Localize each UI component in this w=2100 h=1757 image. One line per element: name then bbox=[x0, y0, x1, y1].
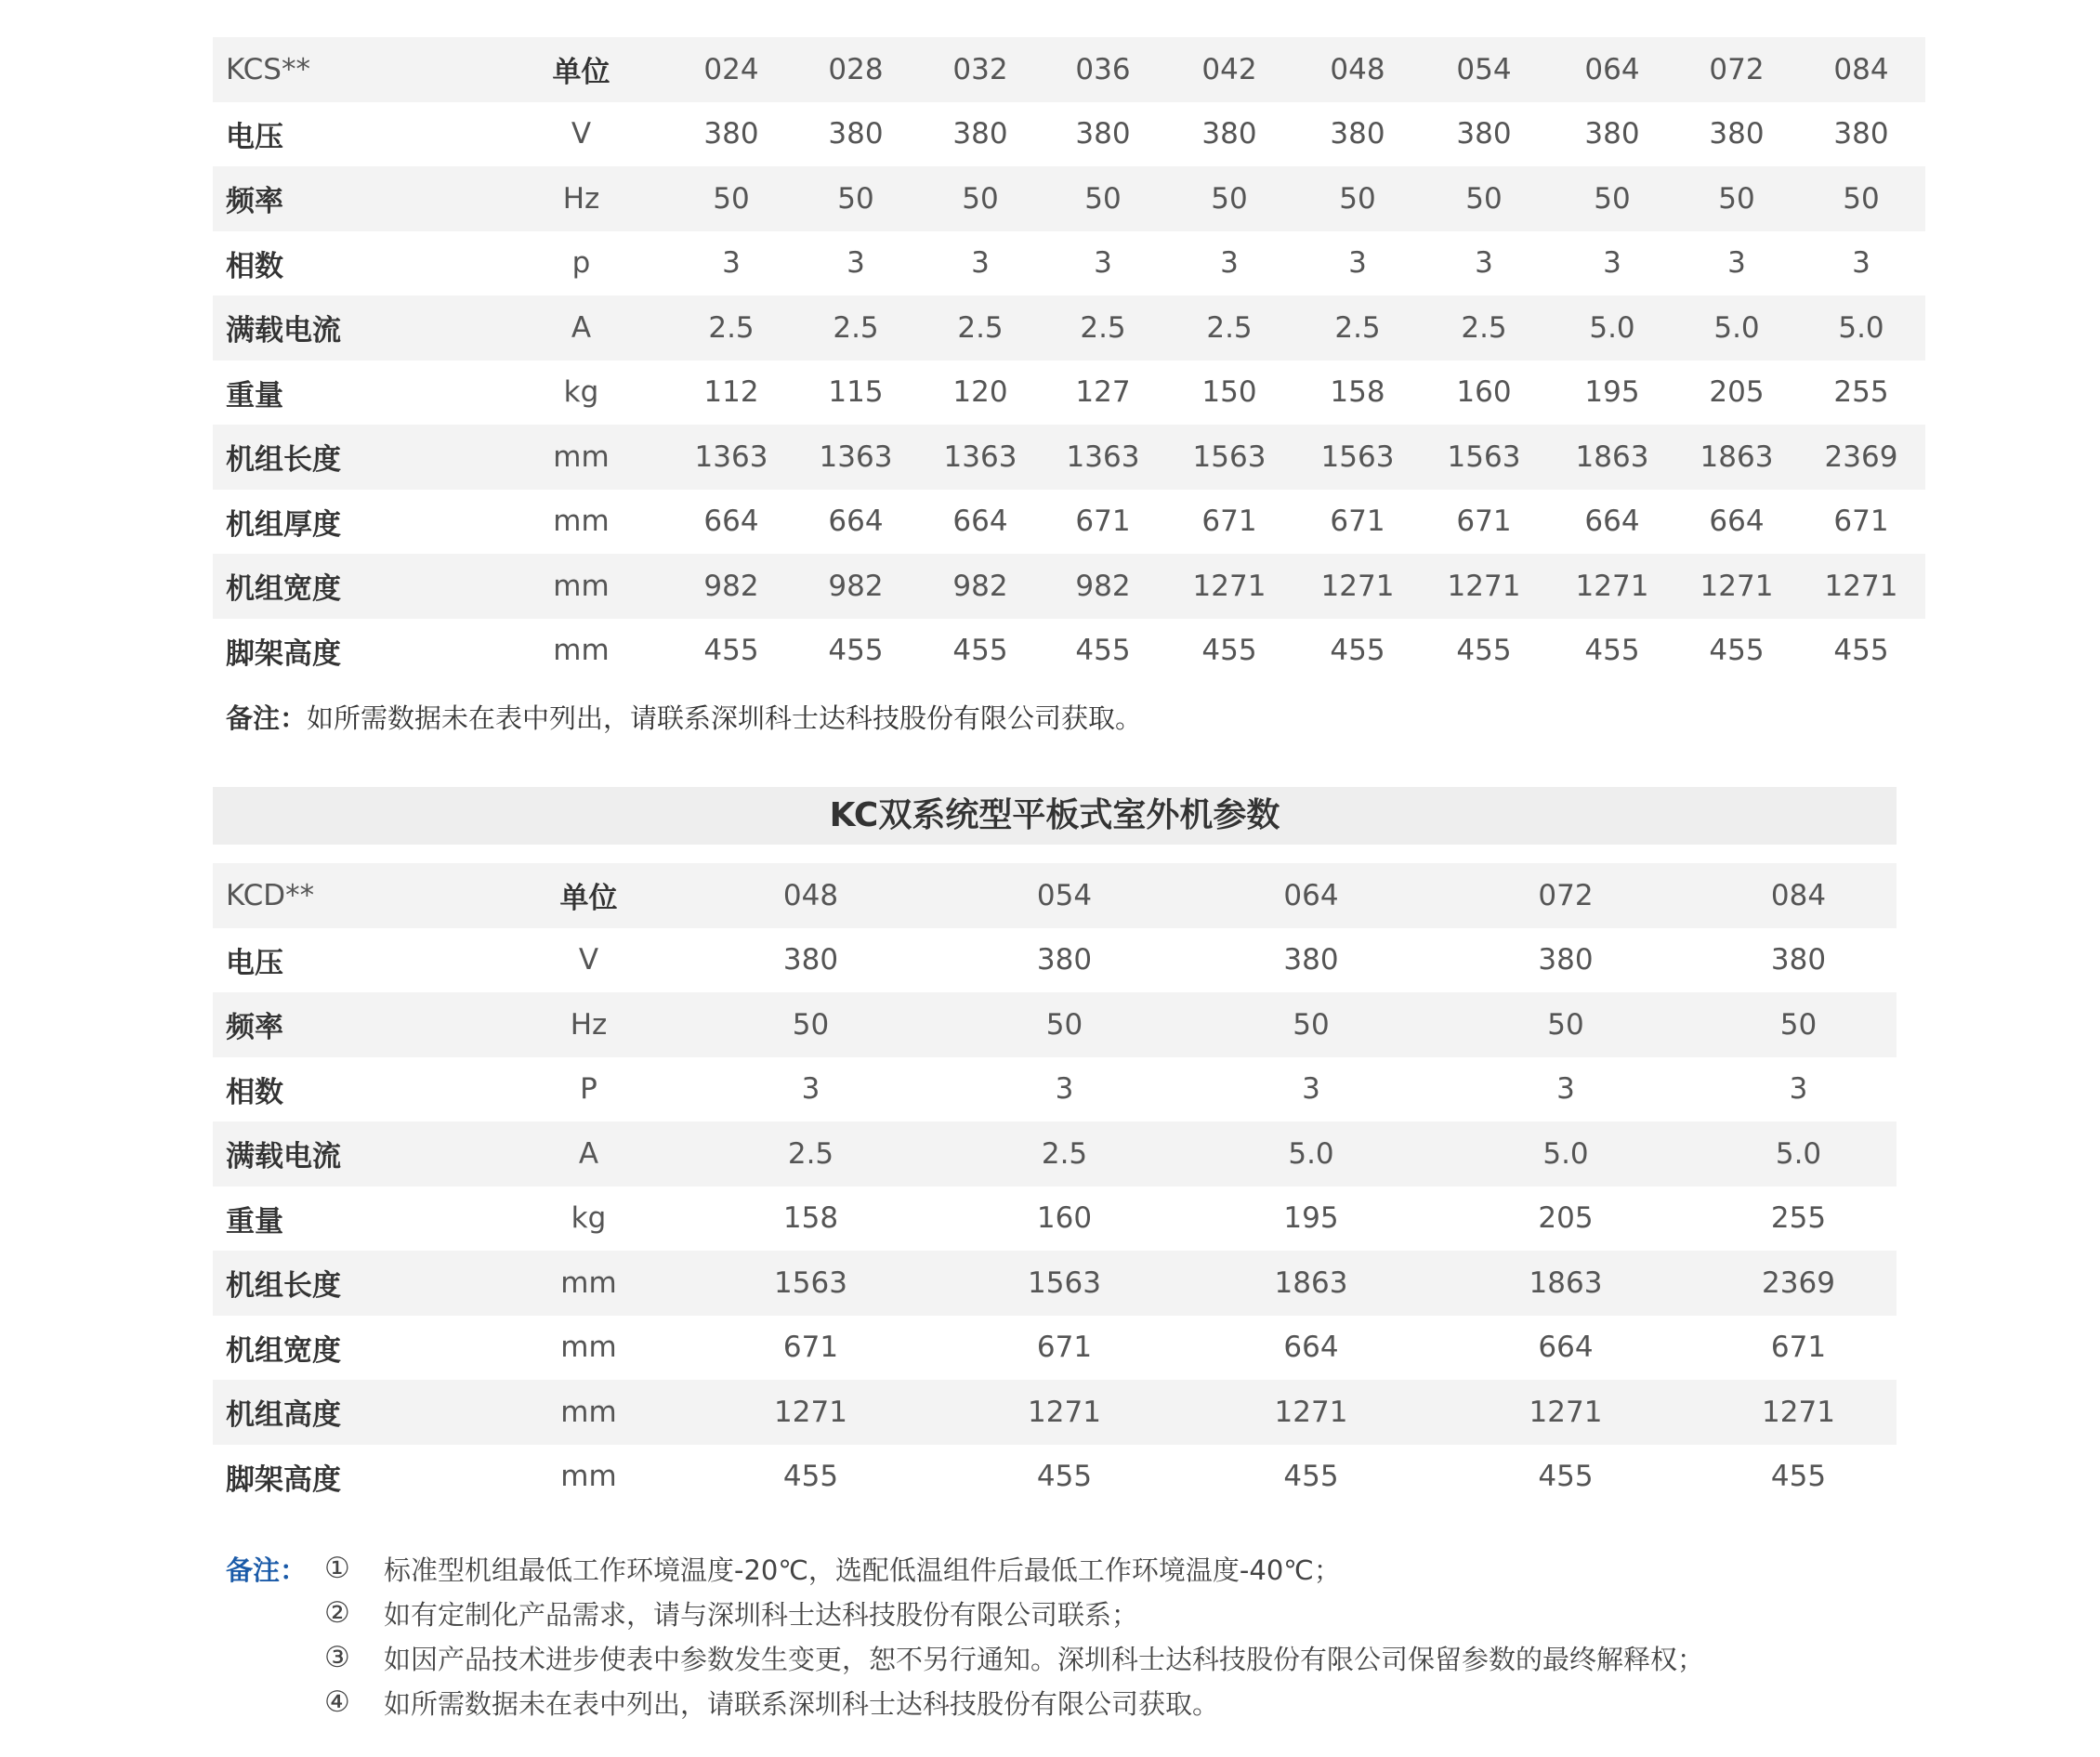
unit-cell: kg bbox=[563, 375, 599, 410]
value-cell: 3 bbox=[1055, 1072, 1074, 1107]
value-cell: 3 bbox=[1475, 246, 1493, 281]
value-cell: 664 bbox=[952, 505, 1008, 539]
footnote-number: ① bbox=[324, 1552, 350, 1585]
unit-cell: A bbox=[493, 1121, 684, 1187]
value-cell: 1271 bbox=[1431, 1380, 1700, 1445]
unit-cell: P bbox=[580, 1072, 597, 1107]
kcs-note-label: 备注： bbox=[226, 701, 308, 734]
value-cell: 1271 bbox=[1420, 554, 1548, 619]
value-cell: 158 bbox=[1330, 375, 1385, 410]
value-cell: 120 bbox=[952, 375, 1008, 410]
value-cell: 1271 bbox=[1548, 554, 1676, 619]
parameter-name: 相数 bbox=[226, 249, 283, 283]
kcs-note bbox=[213, 683, 1897, 750]
model-header: 084 bbox=[1700, 863, 1897, 928]
value-cell: 455 bbox=[1833, 634, 1889, 668]
value-cell: 455 bbox=[1456, 634, 1512, 668]
value-cell: 455 bbox=[952, 634, 1008, 668]
footnotes-label: 备注： bbox=[226, 1554, 308, 1586]
value-cell: 2369 bbox=[1797, 425, 1925, 490]
value-cell: 2.5 bbox=[1295, 295, 1420, 361]
footnotes bbox=[226, 1546, 1880, 1724]
value-cell: 112 bbox=[703, 375, 759, 410]
value-cell: 50 bbox=[938, 992, 1191, 1057]
model-header: 048 bbox=[1295, 37, 1420, 102]
parameter-name: 相数 bbox=[226, 1075, 283, 1109]
parameter-name: 机组厚度 bbox=[226, 507, 341, 542]
value-cell: 664 bbox=[1538, 1331, 1594, 1365]
model-series-label: KCD** bbox=[213, 863, 493, 928]
value-cell: 380 bbox=[703, 117, 759, 151]
unit-cell: mm bbox=[493, 425, 669, 490]
value-cell: 1363 bbox=[1043, 425, 1163, 490]
footnote-number: ② bbox=[324, 1596, 350, 1630]
value-cell: 982 bbox=[1043, 554, 1163, 619]
table-row bbox=[213, 166, 1925, 231]
parameter-name: 机组宽度 bbox=[213, 554, 493, 619]
model-header: 084 bbox=[1797, 37, 1925, 102]
unit-cell: mm bbox=[553, 634, 610, 668]
table-header-row bbox=[213, 863, 1897, 928]
value-cell: 3 bbox=[971, 246, 990, 281]
value-cell: 2.5 bbox=[918, 295, 1043, 361]
value-cell: 671 bbox=[1833, 505, 1889, 539]
value-cell: 1363 bbox=[918, 425, 1043, 490]
value-cell: 380 bbox=[782, 943, 839, 977]
value-cell: 380 bbox=[1584, 117, 1640, 151]
value-cell: 2.5 bbox=[684, 1121, 938, 1187]
unit-cell: mm bbox=[560, 1460, 617, 1494]
table-row bbox=[213, 928, 1897, 993]
footnote-row bbox=[226, 1546, 1880, 1591]
parameter-name: 电压 bbox=[226, 120, 283, 154]
parameter-name: 机组长度 bbox=[213, 425, 493, 490]
table-row bbox=[213, 295, 1925, 361]
value-cell: 205 bbox=[1538, 1201, 1594, 1236]
unit-cell: mm bbox=[493, 1380, 684, 1445]
value-cell: 982 bbox=[669, 554, 794, 619]
value-cell: 50 bbox=[1676, 166, 1797, 231]
unit-cell: mm bbox=[560, 1331, 617, 1365]
value-cell: 255 bbox=[1833, 375, 1889, 410]
model-header: 064 bbox=[1191, 863, 1431, 928]
unit-header: 单位 bbox=[493, 37, 669, 102]
value-cell: 380 bbox=[1201, 117, 1257, 151]
value-cell: 3 bbox=[1727, 246, 1746, 281]
table-row bbox=[213, 1445, 1897, 1510]
value-cell: 5.0 bbox=[1700, 1121, 1897, 1187]
value-cell: 127 bbox=[1075, 375, 1131, 410]
value-cell: 3 bbox=[1220, 246, 1239, 281]
parameter-name: 频率 bbox=[213, 166, 493, 231]
unit-cell: kg bbox=[571, 1201, 607, 1236]
footnote-text: 如因产品技术进步使表中参数发生变更，恕不另行通知。深圳科士达科技股份有限公司保留参数的最终解释权； bbox=[384, 1643, 1705, 1675]
value-cell: 50 bbox=[669, 166, 794, 231]
parameter-name: 脚架高度 bbox=[226, 1462, 341, 1497]
value-cell: 1363 bbox=[794, 425, 918, 490]
value-cell: 455 bbox=[828, 634, 884, 668]
value-cell: 2369 bbox=[1700, 1251, 1897, 1316]
value-cell: 255 bbox=[1770, 1201, 1827, 1236]
value-cell: 1563 bbox=[1163, 425, 1295, 490]
table-row bbox=[213, 1057, 1897, 1122]
table-row bbox=[213, 102, 1925, 167]
value-cell: 2.5 bbox=[669, 295, 794, 361]
model-header: 064 bbox=[1548, 37, 1676, 102]
value-cell: 455 bbox=[1075, 634, 1131, 668]
unit-cell: mm bbox=[493, 1251, 684, 1316]
model-header: 036 bbox=[1043, 37, 1163, 102]
footnote-row bbox=[226, 1591, 1880, 1635]
unit-cell: V bbox=[578, 943, 599, 977]
value-cell: 982 bbox=[794, 554, 918, 619]
value-cell: 380 bbox=[1456, 117, 1512, 151]
kcs-note-text: 如所需数据未在表中列出，请联系深圳科士达科技股份有限公司获取。 bbox=[307, 701, 1143, 734]
value-cell: 1363 bbox=[669, 425, 794, 490]
value-cell: 455 bbox=[703, 634, 759, 668]
value-cell: 160 bbox=[1456, 375, 1512, 410]
value-cell: 664 bbox=[1709, 505, 1765, 539]
table-row bbox=[213, 1316, 1897, 1381]
footnote-row bbox=[226, 1635, 1880, 1680]
value-cell: 455 bbox=[782, 1460, 839, 1494]
model-header: 024 bbox=[669, 37, 794, 102]
value-cell: 455 bbox=[1283, 1460, 1339, 1494]
footnote-row bbox=[226, 1680, 1880, 1724]
value-cell: 2.5 bbox=[938, 1121, 1191, 1187]
value-cell: 5.0 bbox=[1797, 295, 1925, 361]
footnote-number: ④ bbox=[324, 1685, 350, 1719]
parameter-name: 频率 bbox=[213, 992, 493, 1057]
parameter-name: 满载电流 bbox=[213, 295, 493, 361]
value-cell: 150 bbox=[1201, 375, 1257, 410]
value-cell: 2.5 bbox=[1163, 295, 1295, 361]
value-cell: 50 bbox=[918, 166, 1043, 231]
value-cell: 380 bbox=[1283, 943, 1339, 977]
value-cell: 160 bbox=[1036, 1201, 1093, 1236]
unit-cell: p bbox=[571, 246, 591, 281]
parameter-name: 重量 bbox=[226, 378, 283, 413]
model-header: 072 bbox=[1431, 863, 1700, 928]
value-cell: 50 bbox=[1700, 992, 1897, 1057]
value-cell: 380 bbox=[1075, 117, 1131, 151]
table-row bbox=[213, 1121, 1897, 1187]
value-cell: 455 bbox=[1036, 1460, 1093, 1494]
table-row bbox=[213, 992, 1897, 1057]
model-header: 048 bbox=[684, 863, 938, 928]
model-header: 042 bbox=[1163, 37, 1295, 102]
value-cell: 3 bbox=[722, 246, 741, 281]
model-header: 032 bbox=[918, 37, 1043, 102]
value-cell: 50 bbox=[1797, 166, 1925, 231]
value-cell: 3 bbox=[801, 1072, 820, 1107]
value-cell: 50 bbox=[684, 992, 938, 1057]
parameter-name: 机组宽度 bbox=[226, 1333, 341, 1368]
value-cell: 380 bbox=[1330, 117, 1385, 151]
spec-sheet bbox=[213, 37, 1897, 1509]
table-row bbox=[213, 554, 1925, 619]
value-cell: 1271 bbox=[1295, 554, 1420, 619]
value-cell: 664 bbox=[703, 505, 759, 539]
table-row bbox=[213, 1187, 1897, 1252]
value-cell: 1271 bbox=[1797, 554, 1925, 619]
footnote-text: 如所需数据未在表中列出，请联系深圳科士达科技股份有限公司获取。 bbox=[384, 1687, 1220, 1720]
value-cell: 1271 bbox=[1163, 554, 1295, 619]
footnote-text: 如有定制化产品需求，请与深圳科士达科技股份有限公司联系； bbox=[384, 1598, 1139, 1631]
value-cell: 455 bbox=[1330, 634, 1385, 668]
value-cell: 664 bbox=[828, 505, 884, 539]
value-cell: 2.5 bbox=[1420, 295, 1548, 361]
value-cell: 455 bbox=[1770, 1460, 1827, 1494]
parameter-name: 脚架高度 bbox=[226, 636, 341, 671]
table-row bbox=[213, 361, 1925, 426]
value-cell: 1271 bbox=[938, 1380, 1191, 1445]
value-cell: 455 bbox=[1584, 634, 1640, 668]
table-row bbox=[213, 231, 1925, 296]
value-cell: 982 bbox=[918, 554, 1043, 619]
unit-cell: Hz bbox=[493, 992, 684, 1057]
table-header-row bbox=[213, 37, 1925, 102]
model-header: 054 bbox=[1420, 37, 1548, 102]
parameter-name: 满载电流 bbox=[213, 1121, 493, 1187]
value-cell: 50 bbox=[1191, 992, 1431, 1057]
kcs-spec-table bbox=[213, 37, 1925, 683]
value-cell: 671 bbox=[1201, 505, 1257, 539]
value-cell: 50 bbox=[1431, 992, 1700, 1057]
value-cell: 455 bbox=[1538, 1460, 1594, 1494]
value-cell: 50 bbox=[1043, 166, 1163, 231]
footnote-number: ③ bbox=[324, 1641, 350, 1674]
value-cell: 671 bbox=[1330, 505, 1385, 539]
value-cell: 1863 bbox=[1191, 1251, 1431, 1316]
value-cell: 671 bbox=[1036, 1331, 1093, 1365]
value-cell: 455 bbox=[1201, 634, 1257, 668]
table-row bbox=[213, 619, 1925, 684]
footnote-text: 标准型机组最低工作环境温度-20℃，选配低温组件后最低工作环境温度-40℃； bbox=[384, 1554, 1341, 1586]
model-header: 072 bbox=[1676, 37, 1797, 102]
value-cell: 1271 bbox=[1676, 554, 1797, 619]
value-cell: 380 bbox=[828, 117, 884, 151]
unit-header: 单位 bbox=[493, 863, 684, 928]
value-cell: 5.0 bbox=[1548, 295, 1676, 361]
value-cell: 1563 bbox=[938, 1251, 1191, 1316]
value-cell: 664 bbox=[1584, 505, 1640, 539]
value-cell: 1563 bbox=[1420, 425, 1548, 490]
value-cell: 1563 bbox=[684, 1251, 938, 1316]
unit-cell: A bbox=[493, 295, 669, 361]
value-cell: 3 bbox=[1852, 246, 1870, 281]
value-cell: 380 bbox=[1538, 943, 1594, 977]
value-cell: 1863 bbox=[1676, 425, 1797, 490]
value-cell: 3 bbox=[1603, 246, 1621, 281]
value-cell: 2.5 bbox=[1043, 295, 1163, 361]
value-cell: 380 bbox=[1770, 943, 1827, 977]
parameter-name: 机组长度 bbox=[213, 1251, 493, 1316]
value-cell: 1563 bbox=[1295, 425, 1420, 490]
value-cell: 3 bbox=[1302, 1072, 1320, 1107]
unit-cell: mm bbox=[553, 505, 610, 539]
value-cell: 380 bbox=[952, 117, 1008, 151]
value-cell: 671 bbox=[1456, 505, 1512, 539]
value-cell: 3 bbox=[1348, 246, 1367, 281]
value-cell: 205 bbox=[1709, 375, 1765, 410]
value-cell: 671 bbox=[1770, 1331, 1827, 1365]
model-header: 054 bbox=[938, 863, 1191, 928]
value-cell: 1863 bbox=[1431, 1251, 1700, 1316]
value-cell: 5.0 bbox=[1676, 295, 1797, 361]
kcd-spec-table bbox=[213, 863, 1897, 1509]
model-series-label: KCS** bbox=[213, 37, 493, 102]
value-cell: 1271 bbox=[1191, 1380, 1431, 1445]
table-row bbox=[213, 1251, 1897, 1316]
value-cell: 380 bbox=[1709, 117, 1765, 151]
value-cell: 50 bbox=[1163, 166, 1295, 231]
value-cell: 50 bbox=[794, 166, 918, 231]
unit-cell: V bbox=[571, 117, 592, 151]
value-cell: 671 bbox=[1075, 505, 1131, 539]
kcs-table-body bbox=[213, 37, 1925, 683]
unit-cell: mm bbox=[493, 554, 669, 619]
parameter-name: 重量 bbox=[226, 1204, 283, 1239]
value-cell: 5.0 bbox=[1431, 1121, 1700, 1187]
parameter-name: 机组高度 bbox=[213, 1380, 493, 1445]
table-row bbox=[213, 490, 1925, 555]
value-cell: 5.0 bbox=[1191, 1121, 1431, 1187]
value-cell: 1271 bbox=[1700, 1380, 1897, 1445]
value-cell: 50 bbox=[1295, 166, 1420, 231]
value-cell: 664 bbox=[1283, 1331, 1339, 1365]
model-header: 028 bbox=[794, 37, 918, 102]
kcd-section-title: KC双系统型平板式室外机参数 bbox=[213, 787, 1897, 845]
value-cell: 380 bbox=[1833, 117, 1889, 151]
value-cell: 3 bbox=[1556, 1072, 1575, 1107]
table-row bbox=[213, 1380, 1897, 1445]
value-cell: 455 bbox=[1709, 634, 1765, 668]
value-cell: 195 bbox=[1283, 1201, 1339, 1236]
value-cell: 380 bbox=[1036, 943, 1093, 977]
value-cell: 115 bbox=[828, 375, 884, 410]
value-cell: 1863 bbox=[1548, 425, 1676, 490]
unit-cell: Hz bbox=[493, 166, 669, 231]
value-cell: 3 bbox=[1094, 246, 1112, 281]
value-cell: 3 bbox=[1789, 1072, 1808, 1107]
value-cell: 2.5 bbox=[794, 295, 918, 361]
value-cell: 1271 bbox=[684, 1380, 938, 1445]
value-cell: 671 bbox=[782, 1331, 839, 1365]
value-cell: 158 bbox=[782, 1201, 839, 1236]
value-cell: 50 bbox=[1548, 166, 1676, 231]
value-cell: 3 bbox=[847, 246, 865, 281]
parameter-name: 电压 bbox=[226, 946, 283, 980]
kcd-table-body bbox=[213, 863, 1897, 1509]
value-cell: 195 bbox=[1584, 375, 1640, 410]
table-row bbox=[213, 425, 1925, 490]
value-cell: 50 bbox=[1420, 166, 1548, 231]
